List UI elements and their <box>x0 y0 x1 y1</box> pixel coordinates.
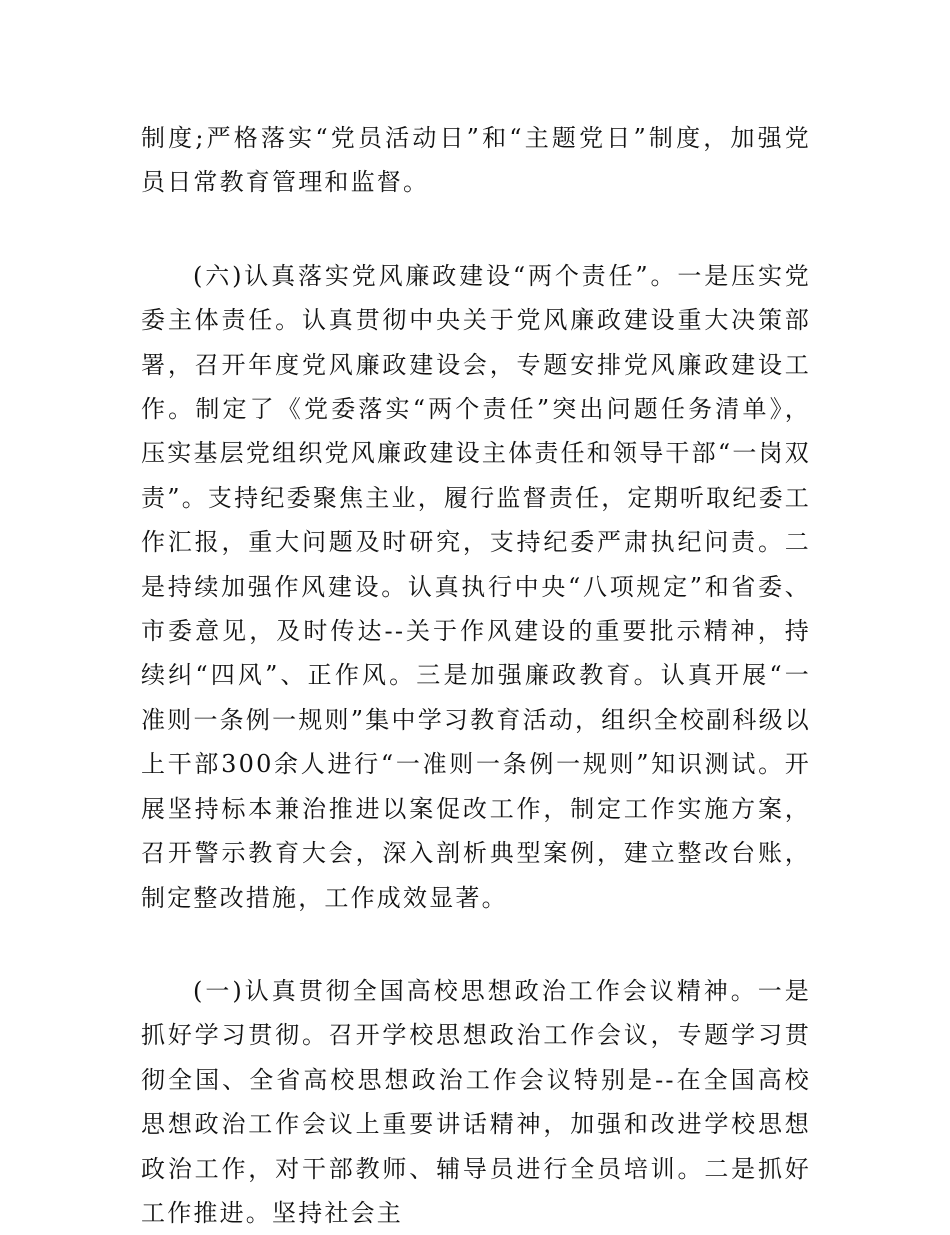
paragraph-ideological-political-work: (一)认真贯彻全国高校思想政治工作会议精神。一是抓好学习贯彻。召开学校思想政治工作会议，专题学习贯彻全国、全省高校思想政治工作会议特别是--在全国高校思想政治工作会议上重要讲话精神，加强和改进学校思想政治工作，对干部教师、辅导员进行全员培训。二是抓好工作推进。坚持社会主 <box>141 976 811 1227</box>
document-body <box>141 116 811 1235</box>
paragraph-party-activity-day: 制度;严格落实“党员活动日”和“主题党日”制度，加强党员日常教育管理和监督。 <box>141 124 811 197</box>
paragraph-two-responsibilities: (六)认真落实党风廉政建设“两个责任”。一是压实党委主体责任。认真贯彻中央关于党风廉政建设重大决策部署，召开年度党风廉政建设会，专题安排党风廉政建设工作。制定了《党委落实“两个责任”突出问题任务清单》，压实基层党组织党风廉政建设主体责任和领导干部“一岗双责”。支持纪委聚焦主业，履行监督责任，定期听取纪委工作汇报，重大问题及时研究，支持纪委严肃执纪问责。二是持续加强作风建设。认真执行中央“八项规定”和省委、市委意见，及时传达--关于作风建设的重要批示精神，持续纠“四风”、正作风。三是加强廉政教育。认真开展“一准则一条例一规则”集中学习教育活动，组织全校副科级以上干部300余人进行“一准则一条例一规则”知识测试。开展坚持标本兼治推进以案促改工作，制定工作实施方案，召开警示教育大会，深入剖析典型案例，建立整改台账，制定整改措施，工作成效显著。 <box>141 261 811 912</box>
